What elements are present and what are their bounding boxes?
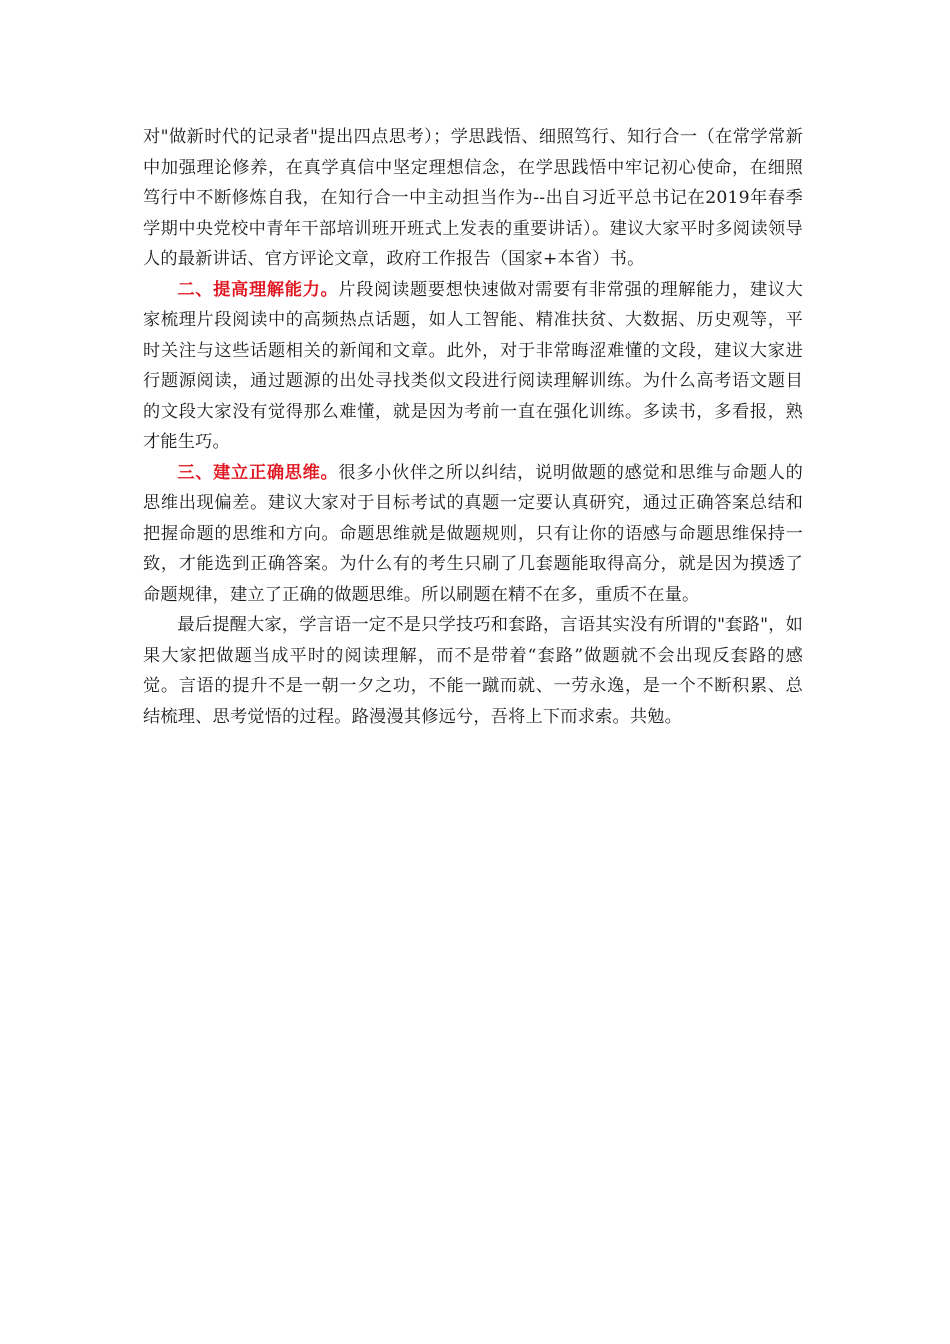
section-heading-thinking: 三、建立正确思维。: [177, 462, 339, 483]
paragraph-conclusion: 最后提醒大家，学言语一定不是只学技巧和套路，言语其实没有所谓的"套路"，如果大家把做题当成平时的阅读理解，而不是带着“套路”做题就不会出现反套路的感觉。言语的提升不是一朝一夕之功，不能一蹴而就、一劳永逸，是一个不断积累、总结梳理、思考觉悟的过程。路漫漫其修远兮，吾将上下而求索。共勉。: [143, 615, 803, 727]
paragraph-thinking-body: 很多小伙伴之所以纠结，说明做题的感觉和思维与命题人的思维出现偏差。建议大家对于目标考试的真题一定要认真研究，通过正确答案总结和把握命题的思维和方向。命题思维就是做题规则，只有让你的语感与命题思维保持一致，才能选到正确答案。为什么有的考生只刷了几套题能取得高分，就是因为摸透了命题规律，建立了正确的做题思维。所以刷题在精不在多，重质不在量。: [143, 462, 803, 605]
paragraph-understanding: [143, 275, 803, 458]
paragraph-continuation: 对"做新时代的记录者"提出四点思考）；学思践悟、细照笃行、知行合一（在常学常新中加强理论修养，在真学真信中坚定理想信念，在学思践悟中牢记初心使命，在细照笃行中不断修炼自我，在知行合一中主动担当作为--出自习近平总书记在2019年春季学期中央党校中青年干部培训班开班式上发表的重要讲话）。建议大家平时多阅读领导人的最新讲话、官方评论文章，政府工作报告（国家+本省）书。: [143, 127, 803, 269]
paragraph-thinking: [143, 458, 803, 611]
document-body: [143, 122, 803, 732]
paragraph-understanding-body: 片段阅读题要想快速做对需要有非常强的理解能力，建议大家梳理片段阅读中的高频热点话题，如人工智能、精准扶贫、大数据、历史观等，平时关注与这些话题相关的新闻和文章。此外，对于非常晦涩难懂的文段，建议大家进行题源阅读，通过题源的出处寻找类似文段进行阅读理解训练。为什么高考语文题目的文段大家没有觉得那么难懂，就是因为考前一直在强化训练。多读书，多看报，熟才能生巧。: [143, 279, 803, 452]
section-heading-understanding: 二、提高理解能力。: [177, 279, 339, 300]
